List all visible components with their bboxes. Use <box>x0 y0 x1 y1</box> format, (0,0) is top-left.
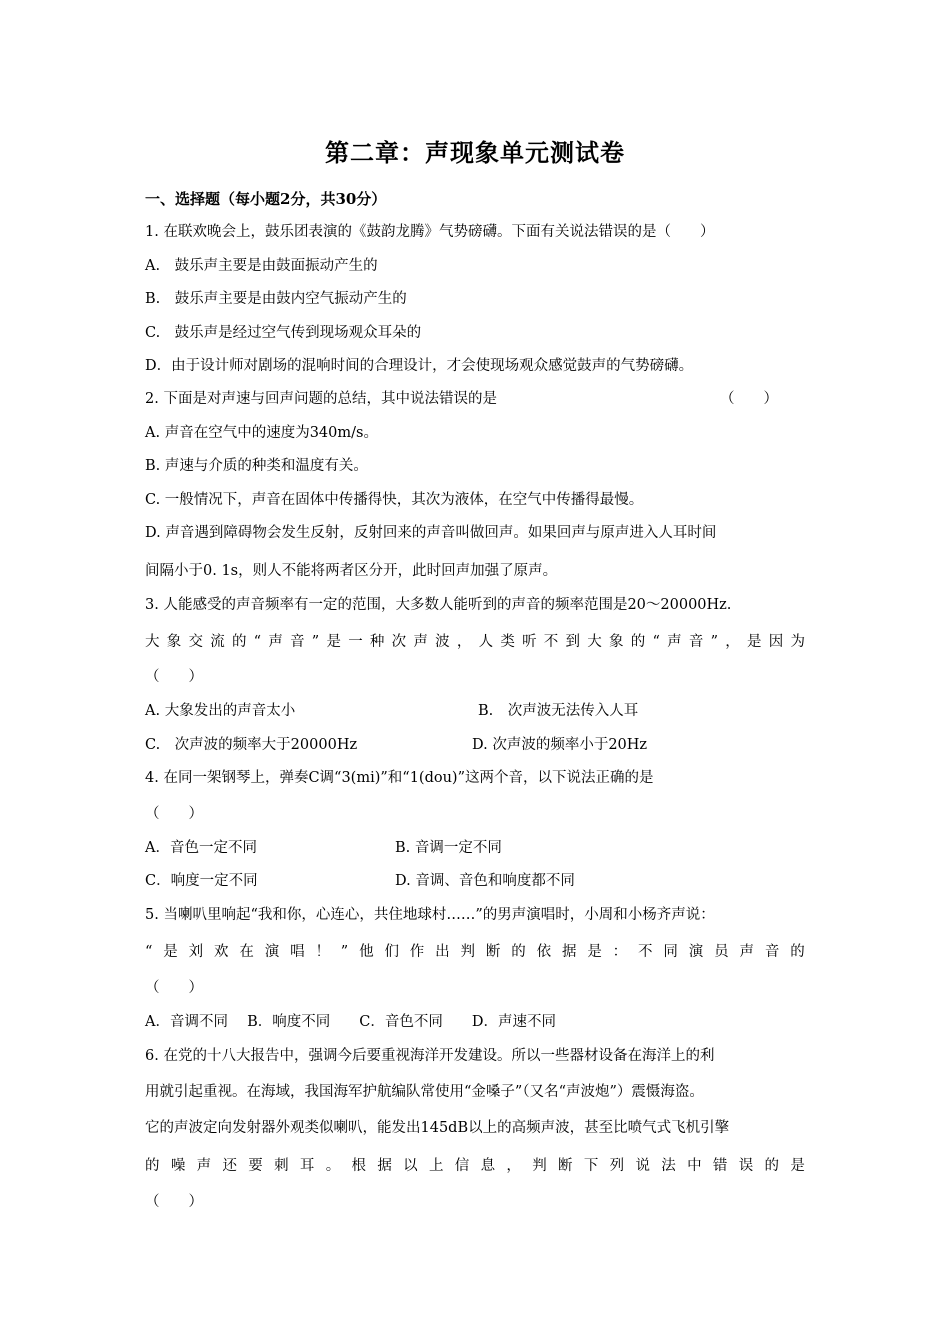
question-2-answer-paren: （ ） <box>720 391 778 407</box>
question-1-option-c: C. 鼓乐声是经过空气传到现场观众耳朵的 <box>145 325 422 341</box>
question-6-answer-paren: （ ） <box>145 1194 203 1210</box>
question-4-stem: 4. 在同一架钢琴上，弹奏C调“3(mi)”和“1(dou)”这两个音，以下说法正确的是 <box>145 770 654 786</box>
question-2-option-d-line1: D. 声音遇到障碍物会发生反射，反射回来的声音叫做回声。如果回声与原声进入人耳时间 <box>145 525 717 541</box>
question-4-option-b: B. 音调一定不同 <box>395 840 502 856</box>
question-6-line2: 用就引起重视。在海域，我国海军护航编队常使用“金嗓子”（又名“声波炮”）震慑海盗。 <box>145 1084 704 1100</box>
question-1-option-b: B. 鼓乐声主要是由鼓内空气振动产生的 <box>145 291 407 307</box>
question-4-option-d: D. 音调、音色和响度都不同 <box>395 873 575 889</box>
question-2-option-d-line2: 间隔小于0. 1s，则人不能将两者区分开，此时回声加强了原声。 <box>145 563 558 579</box>
page-title: 第二章：声现象单元测试卷 <box>325 138 625 167</box>
question-5-options: A．音调不同 B．响度不同 C．音色不同 D．声速不同 <box>145 1014 556 1030</box>
question-5-stem-line2: “ 是 刘 欢 在 演 唱 ！ ” 他 们 作 出 判 断 的 依 据 是 ： 不 同 演 员 声 音 的 <box>145 944 805 960</box>
question-3-stem-line2: 大 象 交 流 的 “ 声 音 ” 是 一 种 次 声 波 ， 人 类 听 不 到 大 象 的 “ 声 音 ” ， 是 因 为 <box>145 634 805 650</box>
question-4-answer-paren: （ ） <box>145 806 203 822</box>
question-6-line3: 它的声波定向发射器外观类似喇叭，能发出145dB以上的高频声波，甚至比喷气式飞机引擎 <box>145 1120 730 1136</box>
question-3-option-d: D. 次声波的频率小于20Hz <box>472 737 648 753</box>
question-2-option-c: C. 一般情况下，声音在固体中传播得快，其次为液体，在空气中传播得最慢。 <box>145 492 644 508</box>
question-3-stem-line1: 3. 人能感受的声音频率有一定的范围，大多数人能听到的声音的频率范围是20～20000Hz. <box>145 597 732 613</box>
question-3-option-a: A. 大象发出的声音太小 <box>145 703 296 719</box>
question-1-stem: 1. 在联欢晚会上，鼓乐团表演的《鼓韵龙腾》气势磅礴。下面有关说法错误的是（ ） <box>145 224 715 240</box>
question-1-option-d: D．由于设计师对剧场的混响时间的合理设计，才会使现场观众感觉鼓声的气势磅礴。 <box>145 358 694 374</box>
question-6-line4: 的 噪 声 还 要 刺 耳 。 根 据 以 上 信 息 ， 判 断 下 列 说 法 中 错 误 的 是 <box>145 1158 805 1174</box>
question-4-option-c: C．响度一定不同 <box>145 873 258 889</box>
question-3-option-b: B. 次声波无法传入人耳 <box>478 703 639 719</box>
question-5-stem-line1: 5. 当喇叭里响起“我和你，心连心，共住地球村……”的男声演唱时，小周和小杨齐声说： <box>145 907 715 923</box>
question-4-option-a: A．音色一定不同 <box>145 840 257 856</box>
question-2-option-b: B. 声速与介质的种类和温度有关。 <box>145 458 368 474</box>
question-6-line1: 6. 在党的十八大报告中，强调今后要重视海洋开发建设。所以一些器材设备在海洋上的利 <box>145 1048 715 1064</box>
section-heading: 一、选择题（每小题2分，共30分） <box>145 190 387 208</box>
question-2-option-a: A. 声音在空气中的速度为340m/s。 <box>145 425 378 441</box>
question-3-answer-paren: （ ） <box>145 669 203 685</box>
question-2-stem: 2. 下面是对声速与回声问题的总结，其中说法错误的是 <box>145 391 497 407</box>
question-1-option-a: A. 鼓乐声主要是由鼓面振动产生的 <box>145 258 378 274</box>
question-5-answer-paren: （ ） <box>145 980 203 996</box>
question-3-option-c: C. 次声波的频率大于20000Hz <box>145 737 358 753</box>
